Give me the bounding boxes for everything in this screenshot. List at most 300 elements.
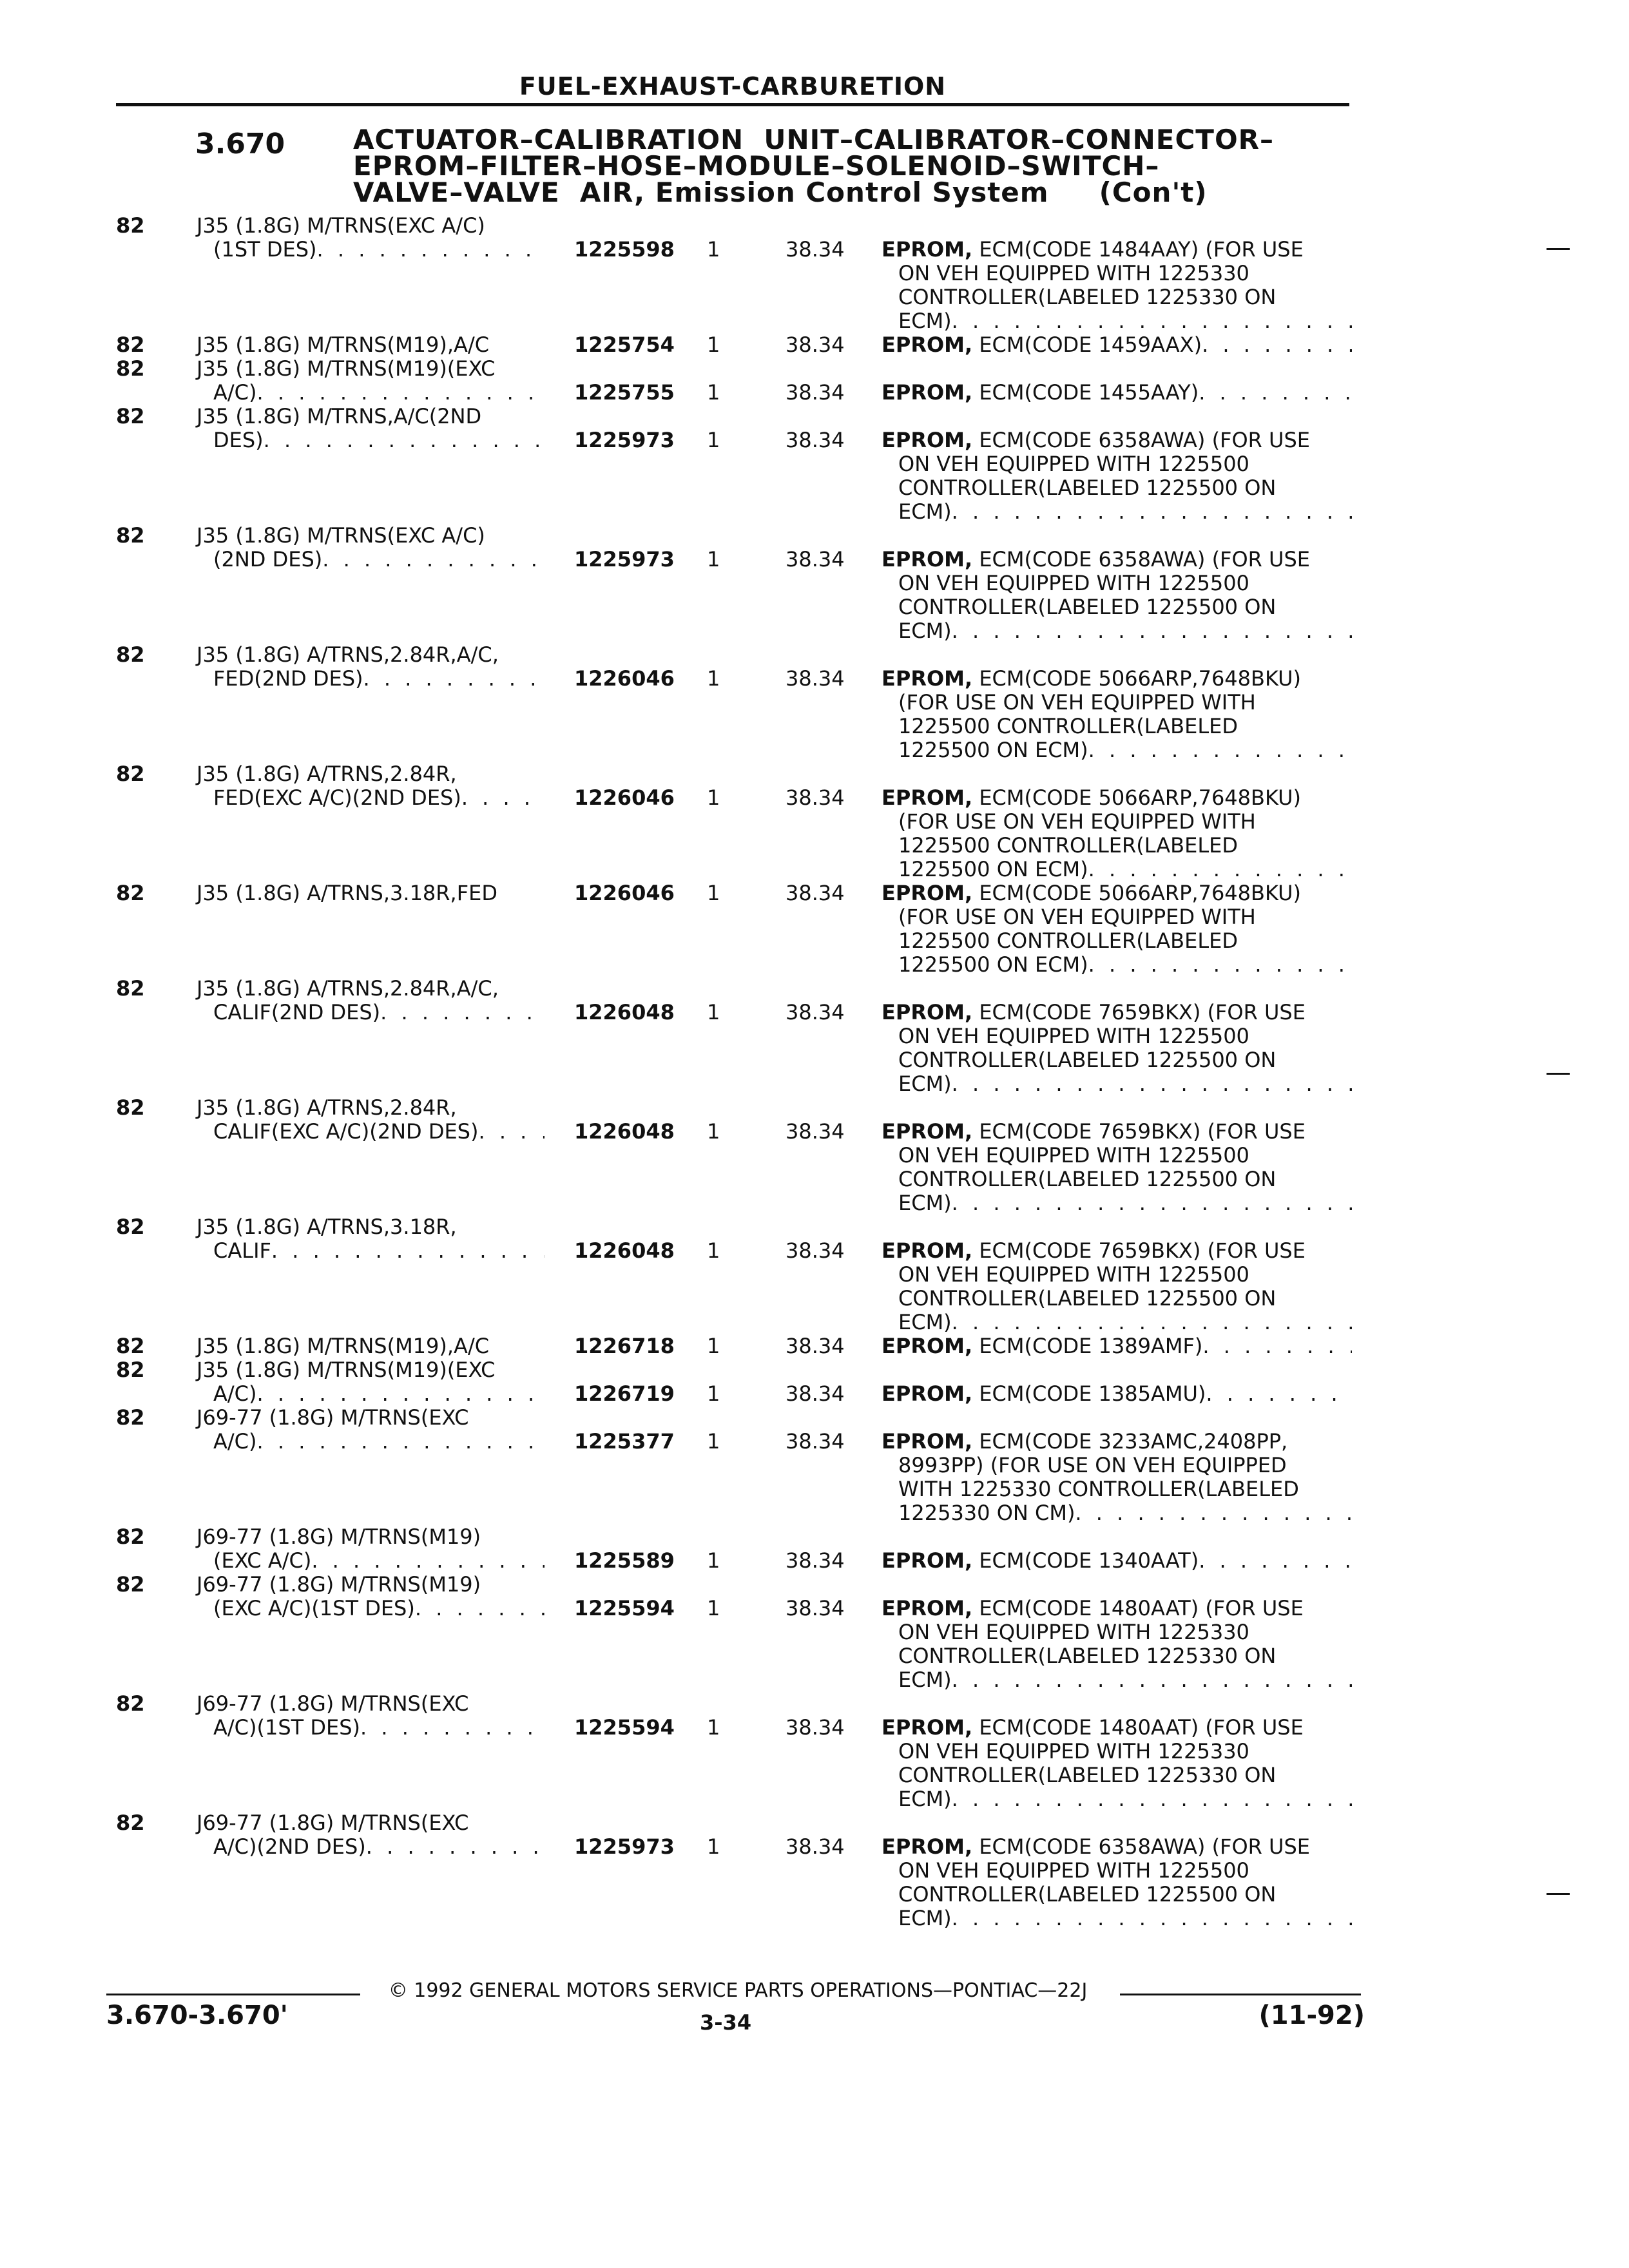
description-text: CALIF(EXC A/C)(2ND DES) bbox=[213, 1119, 479, 1144]
quantity: 1 bbox=[707, 1548, 720, 1573]
description-line bbox=[197, 667, 545, 691]
price: 38.34 bbox=[786, 1548, 845, 1573]
part-name-keyword: EPROM, bbox=[882, 1715, 973, 1740]
part-name bbox=[882, 667, 1352, 762]
ref-number: 82 bbox=[116, 1691, 145, 1716]
leader-dots bbox=[363, 667, 545, 691]
ref-number: 82 bbox=[116, 332, 145, 357]
part-name-line bbox=[882, 929, 1352, 953]
description-text: FED(2ND DES) bbox=[213, 666, 363, 691]
part-name-text: CONTROLLER(LABELED 1225500 ON bbox=[898, 1048, 1277, 1072]
part-name-text: ECM(CODE 6358AWA) (FOR USE bbox=[979, 547, 1310, 572]
part-name-text: CONTROLLER(LABELED 1225500 ON bbox=[898, 476, 1277, 500]
leader-dots bbox=[952, 1191, 1352, 1215]
part-name-text: (FOR USE ON VEH EQUIPPED WITH bbox=[898, 809, 1256, 834]
part-name-text: CONTROLLER(LABELED 1225330 ON bbox=[898, 1763, 1277, 1787]
description-text: A/C)(1ST DES) bbox=[213, 1715, 361, 1740]
quantity: 1 bbox=[707, 1834, 720, 1859]
description-line: J69-77 (1.8G) M/TRNS(M19) bbox=[197, 1572, 481, 1597]
part-name-keyword: EPROM, bbox=[882, 881, 973, 905]
description-text: J35 (1.8G) M/TRNS(M19),A/C bbox=[197, 1334, 490, 1358]
leader-dots bbox=[952, 1311, 1352, 1334]
part-name bbox=[882, 1597, 1352, 1692]
part-name bbox=[882, 238, 1352, 333]
quantity: 1 bbox=[707, 380, 720, 405]
footer-rule-left bbox=[106, 1994, 360, 1995]
part-name-text: CONTROLLER(LABELED 1225330 ON bbox=[898, 1644, 1277, 1668]
part-name-line bbox=[882, 428, 1352, 452]
ref-number: 82 bbox=[116, 356, 145, 381]
description-text: (EXC A/C) bbox=[213, 1548, 312, 1573]
quantity: 1 bbox=[707, 1715, 720, 1740]
part-name-line bbox=[882, 1549, 1352, 1573]
part-name-text: 1225500 CONTROLLER(LABELED bbox=[898, 928, 1239, 953]
price: 38.34 bbox=[786, 1596, 845, 1620]
footer-date: (11-92) bbox=[1258, 2001, 1365, 2030]
description-line bbox=[197, 786, 545, 810]
part-name-line bbox=[882, 333, 1352, 357]
application-description bbox=[197, 214, 545, 262]
part-name-line bbox=[882, 953, 1352, 977]
description-line bbox=[197, 881, 545, 905]
application-description bbox=[197, 405, 545, 452]
footer-section-range: 3.670-3.670' bbox=[106, 2001, 288, 2030]
part-name-text: ECM) bbox=[898, 1310, 952, 1334]
part-name-text: 1225330 ON CM) bbox=[898, 1501, 1075, 1525]
leader-dots bbox=[952, 619, 1352, 643]
part-name-text: ECM) bbox=[898, 309, 952, 333]
description-line bbox=[197, 333, 545, 357]
part-name-line bbox=[882, 1907, 1352, 1930]
description-text: A/C)(2ND DES) bbox=[213, 1834, 366, 1859]
application-description bbox=[197, 1215, 545, 1263]
part-number: 1226048 bbox=[574, 1238, 675, 1263]
description-text: CALIF bbox=[213, 1238, 271, 1263]
part-name-line bbox=[882, 1144, 1352, 1168]
leader-dots bbox=[1088, 738, 1352, 762]
ref-number: 82 bbox=[116, 881, 145, 905]
description-text: (2ND DES) bbox=[213, 547, 323, 572]
part-name-line bbox=[882, 262, 1352, 285]
part-name-text: 1225500 CONTROLLER(LABELED bbox=[898, 714, 1239, 738]
description-line: J35 (1.8G) M/TRNS(EXC A/C) bbox=[197, 523, 485, 548]
part-name-text: CONTROLLER(LABELED 1225500 ON bbox=[898, 1882, 1277, 1907]
part-name-text: ECM(CODE 1389AMF) bbox=[979, 1334, 1203, 1358]
margin-mark bbox=[1547, 248, 1570, 250]
quantity: 1 bbox=[707, 1238, 720, 1263]
leader-dots bbox=[478, 1120, 545, 1144]
description-line: J69-77 (1.8G) M/TRNS(M19) bbox=[197, 1524, 481, 1549]
part-number: 1226048 bbox=[574, 1119, 675, 1144]
leader-dots bbox=[415, 1597, 545, 1620]
price: 38.34 bbox=[786, 881, 845, 905]
part-number: 1226046 bbox=[574, 785, 675, 810]
description-line: J35 (1.8G) M/TRNS(EXC A/C) bbox=[197, 213, 485, 238]
part-name-keyword: EPROM, bbox=[882, 1834, 973, 1859]
part-name-text: ECM) bbox=[898, 1787, 952, 1811]
application-description bbox=[197, 1334, 545, 1358]
part-name-keyword: EPROM, bbox=[882, 1238, 973, 1263]
part-name-line bbox=[882, 1001, 1352, 1024]
application-description bbox=[197, 524, 545, 572]
part-name-line bbox=[882, 1787, 1352, 1811]
leader-dots bbox=[1206, 1382, 1352, 1406]
part-name bbox=[882, 1334, 1352, 1358]
price: 38.34 bbox=[786, 380, 845, 405]
price: 38.34 bbox=[786, 1381, 845, 1406]
part-name bbox=[882, 1549, 1352, 1573]
part-name bbox=[882, 381, 1352, 405]
application-description bbox=[197, 762, 545, 810]
part-name-keyword: EPROM, bbox=[882, 1381, 973, 1406]
quantity: 1 bbox=[707, 1596, 720, 1620]
leader-dots bbox=[257, 1382, 545, 1406]
part-name-text: (FOR USE ON VEH EQUIPPED WITH bbox=[898, 690, 1256, 715]
part-name-keyword: EPROM, bbox=[882, 428, 973, 452]
part-number: 1226046 bbox=[574, 881, 675, 905]
part-name-text: ECM(CODE 3233AMC,2408PP, bbox=[979, 1429, 1288, 1454]
part-name-line bbox=[882, 1168, 1352, 1191]
leader-dots bbox=[461, 786, 545, 810]
part-name-text: ECM(CODE 5066ARP,7648BKU) bbox=[979, 881, 1301, 905]
application-description bbox=[197, 1406, 545, 1454]
part-name-text: (FOR USE ON VEH EQUIPPED WITH bbox=[898, 905, 1256, 929]
part-name-text: ON VEH EQUIPPED WITH 1225500 bbox=[898, 1262, 1249, 1287]
description-text: A/C) bbox=[213, 380, 257, 405]
part-name-keyword: EPROM, bbox=[882, 237, 973, 262]
application-description bbox=[197, 1811, 545, 1859]
part-name-text: 1225500 CONTROLLER(LABELED bbox=[898, 833, 1239, 858]
part-name-keyword: EPROM, bbox=[882, 1334, 973, 1358]
description-line bbox=[197, 1382, 545, 1406]
part-name-text: ECM(CODE 6358AWA) (FOR USE bbox=[979, 1834, 1310, 1859]
application-description bbox=[197, 357, 545, 405]
part-name-line bbox=[882, 1716, 1352, 1740]
part-name-text: ECM(CODE 5066ARP,7648BKU) bbox=[979, 785, 1301, 810]
description-line bbox=[197, 1239, 545, 1263]
part-name-text: ECM) bbox=[898, 1191, 952, 1215]
part-name-line bbox=[882, 1048, 1352, 1072]
description-text: J35 (1.8G) A/TRNS,3.18R,FED bbox=[197, 881, 497, 905]
description-text: CALIF(2ND DES) bbox=[213, 1000, 381, 1024]
price: 38.34 bbox=[786, 1715, 845, 1740]
part-name-text: ECM(CODE 6358AWA) (FOR USE bbox=[979, 428, 1310, 452]
part-name bbox=[882, 1120, 1352, 1215]
part-name-line bbox=[882, 1740, 1352, 1763]
part-name-line bbox=[882, 1668, 1352, 1692]
part-number: 1225754 bbox=[574, 332, 675, 357]
part-name bbox=[882, 1001, 1352, 1096]
part-name bbox=[882, 1835, 1352, 1930]
part-name-line bbox=[882, 285, 1352, 309]
price: 38.34 bbox=[786, 547, 845, 572]
part-number: 1225755 bbox=[574, 380, 675, 405]
part-name-text: ECM(CODE 1455AAY) bbox=[979, 380, 1199, 405]
description-line bbox=[197, 381, 545, 405]
description-line bbox=[197, 1716, 545, 1740]
part-name-text: 1225500 ON ECM) bbox=[898, 857, 1088, 881]
part-name-keyword: EPROM, bbox=[882, 1119, 973, 1144]
part-name-text: ECM) bbox=[898, 619, 952, 643]
price: 38.34 bbox=[786, 1119, 845, 1144]
part-name-line bbox=[882, 381, 1352, 405]
ref-number: 82 bbox=[116, 976, 145, 1001]
part-name-line bbox=[882, 1859, 1352, 1883]
part-name-line bbox=[882, 667, 1352, 691]
part-number: 1225594 bbox=[574, 1596, 675, 1620]
price: 38.34 bbox=[786, 428, 845, 452]
part-name-line bbox=[882, 1072, 1352, 1096]
description-line: J35 (1.8G) M/TRNS,A/C(2ND bbox=[197, 404, 482, 428]
leader-dots bbox=[1202, 1334, 1352, 1358]
part-name-line bbox=[882, 1024, 1352, 1048]
leader-dots bbox=[1075, 1501, 1352, 1525]
part-name-line bbox=[882, 1382, 1352, 1406]
part-name-line bbox=[882, 1883, 1352, 1907]
part-name-line bbox=[882, 1454, 1352, 1477]
footer-rule-right bbox=[1120, 1994, 1361, 1995]
description-line: J69-77 (1.8G) M/TRNS(EXC bbox=[197, 1691, 469, 1716]
description-text: A/C) bbox=[213, 1381, 257, 1406]
part-name-line bbox=[882, 548, 1352, 572]
part-name-line bbox=[882, 1835, 1352, 1859]
part-name-keyword: EPROM, bbox=[882, 1429, 973, 1454]
part-name-line bbox=[882, 1311, 1352, 1334]
part-name-line bbox=[882, 1763, 1352, 1787]
part-name-text: ON VEH EQUIPPED WITH 1225500 bbox=[898, 1858, 1249, 1883]
part-name bbox=[882, 786, 1352, 881]
part-number: 1225594 bbox=[574, 1715, 675, 1740]
part-name-keyword: EPROM, bbox=[882, 380, 973, 405]
part-name-text: ON VEH EQUIPPED WITH 1225500 bbox=[898, 1143, 1249, 1168]
description-line bbox=[197, 1597, 545, 1620]
part-name bbox=[882, 1382, 1352, 1406]
part-number: 1225973 bbox=[574, 547, 675, 572]
part-name-text: ECM(CODE 1480AAT) (FOR USE bbox=[979, 1596, 1304, 1620]
price: 38.34 bbox=[786, 1238, 845, 1263]
description-line bbox=[197, 1430, 545, 1454]
description-line bbox=[197, 1120, 545, 1144]
application-description bbox=[197, 1096, 545, 1144]
part-name-text: ECM(CODE 1340AAT) bbox=[979, 1548, 1199, 1573]
quantity: 1 bbox=[707, 1381, 720, 1406]
description-line bbox=[197, 238, 545, 262]
part-name-line bbox=[882, 738, 1352, 762]
part-name-line bbox=[882, 1191, 1352, 1215]
part-name-line bbox=[882, 595, 1352, 619]
part-name-keyword: EPROM, bbox=[882, 666, 973, 691]
part-name-line bbox=[882, 905, 1352, 929]
part-number: 1225377 bbox=[574, 1429, 675, 1454]
part-name-text: CONTROLLER(LABELED 1225330 ON bbox=[898, 285, 1277, 309]
part-name bbox=[882, 1430, 1352, 1525]
leader-dots bbox=[271, 1239, 545, 1263]
quantity: 1 bbox=[707, 1119, 720, 1144]
application-description bbox=[197, 1573, 545, 1620]
application-description bbox=[197, 643, 545, 691]
quantity: 1 bbox=[707, 237, 720, 262]
part-name-line bbox=[882, 500, 1352, 524]
part-name-text: ECM) bbox=[898, 1667, 952, 1692]
margin-mark bbox=[1547, 1073, 1570, 1075]
part-name-text: ON VEH EQUIPPED WITH 1225500 bbox=[898, 571, 1249, 595]
description-line: J35 (1.8G) M/TRNS(M19)(EXC bbox=[197, 356, 496, 381]
leader-dots bbox=[380, 1001, 545, 1024]
part-name-line bbox=[882, 1597, 1352, 1620]
ref-number: 82 bbox=[116, 1572, 145, 1597]
price: 38.34 bbox=[786, 1834, 845, 1859]
section-title-line: ACTUATOR–CALIBRATION UNIT–CALIBRATOR–CONNECTOR– bbox=[353, 124, 1274, 155]
ref-number: 82 bbox=[116, 1095, 145, 1120]
part-name-text: 8993PP) (FOR USE ON VEH EQUIPPED bbox=[898, 1453, 1287, 1477]
part-name-line bbox=[882, 619, 1352, 643]
price: 38.34 bbox=[786, 237, 845, 262]
part-name-line bbox=[882, 858, 1352, 881]
part-name-text: ECM(CODE 1459AAX) bbox=[979, 332, 1202, 357]
description-line: J69-77 (1.8G) M/TRNS(EXC bbox=[197, 1405, 469, 1430]
quantity: 1 bbox=[707, 881, 720, 905]
part-name-line bbox=[882, 1287, 1352, 1311]
leader-dots bbox=[311, 1549, 545, 1573]
footer-copyright: © 1992 GENERAL MOTORS SERVICE PARTS OPERATIONS—PONTIAC—22J bbox=[388, 1979, 1088, 2002]
part-name-line bbox=[882, 834, 1352, 858]
part-name-line bbox=[882, 1477, 1352, 1501]
part-name-line bbox=[882, 786, 1352, 810]
leader-dots bbox=[952, 1787, 1352, 1811]
part-name-line bbox=[882, 1239, 1352, 1263]
leader-dots bbox=[952, 309, 1352, 333]
part-name-text: ON VEH EQUIPPED WITH 1225330 bbox=[898, 1620, 1249, 1644]
description-line bbox=[197, 1835, 545, 1859]
part-name-text: ECM) bbox=[898, 499, 952, 524]
section-title bbox=[353, 126, 1320, 206]
part-name bbox=[882, 1239, 1352, 1334]
description-line bbox=[197, 1334, 545, 1358]
part-name-line bbox=[882, 1501, 1352, 1525]
part-name-text: ECM) bbox=[898, 1906, 952, 1930]
part-name-text: ECM(CODE 7659BKX) (FOR USE bbox=[979, 1119, 1306, 1144]
ref-number: 82 bbox=[116, 1405, 145, 1430]
part-name-keyword: EPROM, bbox=[882, 1596, 973, 1620]
part-number: 1226718 bbox=[574, 1334, 675, 1358]
running-head: FUEL-EXHAUST-CARBURETION bbox=[519, 72, 947, 101]
description-text: FED(EXC A/C)(2ND DES) bbox=[213, 785, 461, 810]
ref-number: 82 bbox=[116, 1811, 145, 1835]
section-number: 3.670 bbox=[195, 128, 285, 160]
quantity: 1 bbox=[707, 1000, 720, 1024]
description-line: J35 (1.8G) A/TRNS,2.84R,A/C, bbox=[197, 976, 499, 1001]
description-line: J69-77 (1.8G) M/TRNS(EXC bbox=[197, 1811, 469, 1835]
description-line: J35 (1.8G) A/TRNS,3.18R, bbox=[197, 1215, 457, 1239]
part-name-line bbox=[882, 1263, 1352, 1287]
part-name-text: ECM(CODE 1480AAT) (FOR USE bbox=[979, 1715, 1304, 1740]
page-number: 3-34 bbox=[700, 2010, 752, 2035]
part-name-keyword: EPROM, bbox=[882, 1000, 973, 1024]
part-number: 1225598 bbox=[574, 237, 675, 262]
part-name-line bbox=[882, 309, 1352, 333]
part-name-line bbox=[882, 1620, 1352, 1644]
description-text: (EXC A/C)(1ST DES) bbox=[213, 1596, 415, 1620]
quantity: 1 bbox=[707, 428, 720, 452]
leader-dots bbox=[257, 1430, 545, 1454]
application-description bbox=[197, 1692, 545, 1740]
description-line: J35 (1.8G) A/TRNS,2.84R,A/C, bbox=[197, 642, 499, 667]
price: 38.34 bbox=[786, 1334, 845, 1358]
price: 38.34 bbox=[786, 785, 845, 810]
quantity: 1 bbox=[707, 666, 720, 691]
ref-number: 82 bbox=[116, 404, 145, 428]
part-name-line bbox=[882, 810, 1352, 834]
part-name-text: 1225500 ON ECM) bbox=[898, 738, 1088, 762]
application-description bbox=[197, 1525, 545, 1573]
ref-number: 82 bbox=[116, 523, 145, 548]
part-name-line bbox=[882, 238, 1352, 262]
application-description bbox=[197, 881, 545, 905]
leader-dots bbox=[1088, 953, 1352, 977]
application-description bbox=[197, 1358, 545, 1406]
price: 38.34 bbox=[786, 666, 845, 691]
description-line bbox=[197, 548, 545, 572]
leader-dots bbox=[1202, 333, 1352, 357]
part-name bbox=[882, 428, 1352, 524]
part-number: 1225589 bbox=[574, 1548, 675, 1573]
part-name-line bbox=[882, 476, 1352, 500]
leader-dots bbox=[360, 1716, 545, 1740]
description-line: J35 (1.8G) A/TRNS,2.84R, bbox=[197, 1095, 457, 1120]
part-name-line bbox=[882, 1334, 1352, 1358]
description-text: J35 (1.8G) M/TRNS(M19),A/C bbox=[197, 332, 490, 357]
part-name-line bbox=[882, 1430, 1352, 1454]
part-name-text: CONTROLLER(LABELED 1225500 ON bbox=[898, 1286, 1277, 1311]
description-text: A/C) bbox=[213, 1429, 257, 1454]
part-name-line bbox=[882, 452, 1352, 476]
part-name-text: ECM(CODE 7659BKX) (FOR USE bbox=[979, 1238, 1306, 1263]
part-name-line bbox=[882, 881, 1352, 905]
description-text: (1ST DES) bbox=[213, 237, 317, 262]
leader-dots bbox=[952, 1907, 1352, 1930]
part-number: 1225973 bbox=[574, 428, 675, 452]
application-description bbox=[197, 333, 545, 357]
part-name-text: ECM(CODE 7659BKX) (FOR USE bbox=[979, 1000, 1306, 1024]
header-rule bbox=[116, 103, 1349, 106]
part-name bbox=[882, 333, 1352, 357]
ref-number: 82 bbox=[116, 213, 145, 238]
part-name bbox=[882, 1716, 1352, 1811]
quantity: 1 bbox=[707, 547, 720, 572]
part-number: 1226719 bbox=[574, 1381, 675, 1406]
quantity: 1 bbox=[707, 785, 720, 810]
description-line bbox=[197, 428, 545, 452]
part-name-keyword: EPROM, bbox=[882, 785, 973, 810]
part-name-text: WITH 1225330 CONTROLLER(LABELED bbox=[898, 1477, 1299, 1501]
quantity: 1 bbox=[707, 1429, 720, 1454]
part-name-keyword: EPROM, bbox=[882, 1548, 973, 1573]
price: 38.34 bbox=[786, 1429, 845, 1454]
leader-dots bbox=[1199, 1549, 1352, 1573]
part-name-text: ON VEH EQUIPPED WITH 1225500 bbox=[898, 1024, 1249, 1048]
part-name-line bbox=[882, 1120, 1352, 1144]
quantity: 1 bbox=[707, 1334, 720, 1358]
part-name bbox=[882, 881, 1352, 977]
margin-mark bbox=[1547, 1893, 1570, 1895]
leader-dots bbox=[264, 428, 545, 452]
part-name bbox=[882, 548, 1352, 643]
part-name-text: ON VEH EQUIPPED WITH 1225330 bbox=[898, 1739, 1249, 1763]
ref-number: 82 bbox=[116, 762, 145, 786]
application-description bbox=[197, 977, 545, 1024]
part-name-text: ECM) bbox=[898, 1072, 952, 1096]
leader-dots bbox=[1088, 858, 1352, 881]
